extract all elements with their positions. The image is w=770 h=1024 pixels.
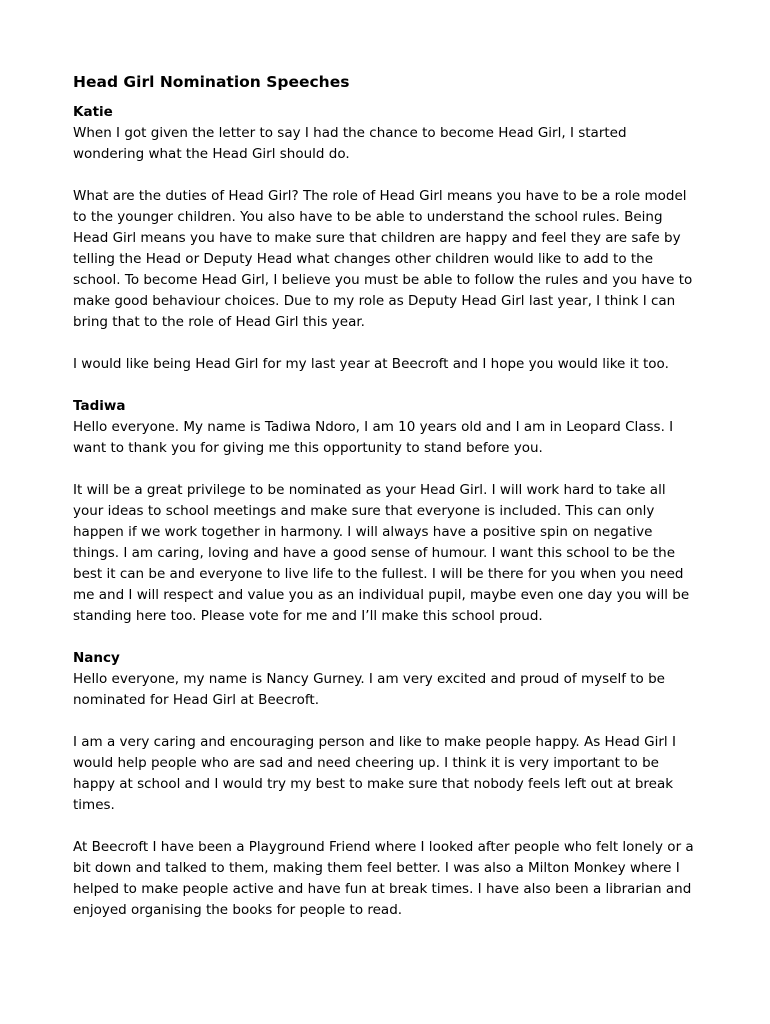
speech-paragraph: I would like being Head Girl for my last year at Beecroft and I hope you would like it too. <box>73 356 669 372</box>
speech-tadiwa <box>73 396 698 627</box>
speaker-name: Katie <box>73 104 113 120</box>
document-page <box>73 70 698 942</box>
speech-paragraph: When I got given the letter to say I had the chance to become Head Girl, I started wondering what the Head Girl should do. <box>73 125 627 162</box>
speech-katie <box>73 102 698 375</box>
speaker-name: Nancy <box>73 650 120 666</box>
speech-paragraph: Hello everyone. My name is Tadiwa Ndoro, I am 10 years old and I am in Leopard Class. I want to thank you for giving me this opportunity to stand before you. <box>73 419 674 456</box>
document-title: Head Girl Nomination Speeches <box>73 73 350 91</box>
speech-paragraph: It will be a great privilege to be nominated as your Head Girl. I will work hard to take all your ideas to school meetings and make sure that everyone is included. This can only happen if we work together in harmony. I will always have a positive spin on negative things. I am caring, loving and have a good sense of humour. I want this school to be the best it can be and everyone to live life to the fullest. I will be there for you when you need me and I will respect and value you as an individual pupil, maybe even one day you will be standing here too. Please vote for me and I’ll make this school proud. <box>73 482 690 624</box>
speech-paragraph: Hello everyone, my name is Nancy Gurney. I am very excited and proud of myself to be nominated for Head Girl at Beecroft. <box>73 671 665 708</box>
speech-paragraph: What are the duties of Head Girl? The role of Head Girl means you have to be a role model to the younger children. You also have to be able to understand the school rules. Being Head Girl means you have to make sure that children are happy and feel they are safe by telling the Head or Deputy Head what changes other children would like to add to the school. To become Head Girl, I believe you must be able to follow the rules and you have to make good behaviour choices. Due to my role as Deputy Head Girl last year, I think I can bring that to the role of Head Girl this year. <box>73 188 693 330</box>
speech-paragraph: I am a very caring and encouraging person and like to make people happy. As Head Girl I would help people who are sad and need cheering up. I think it is very important to be happy at school and I would try my best to make sure that nobody feels left out at break times. <box>73 734 676 813</box>
speech-paragraph: At Beecroft I have been a Playground Friend where I looked after people who felt lonely or a bit down and talked to them, making them feel better. I was also a Milton Monkey where I helped to make people active and have fun at break times. I have also been a librarian and enjoyed organising the books for people to read. <box>73 839 694 918</box>
speech-nancy <box>73 648 698 921</box>
speaker-name: Tadiwa <box>73 398 126 414</box>
